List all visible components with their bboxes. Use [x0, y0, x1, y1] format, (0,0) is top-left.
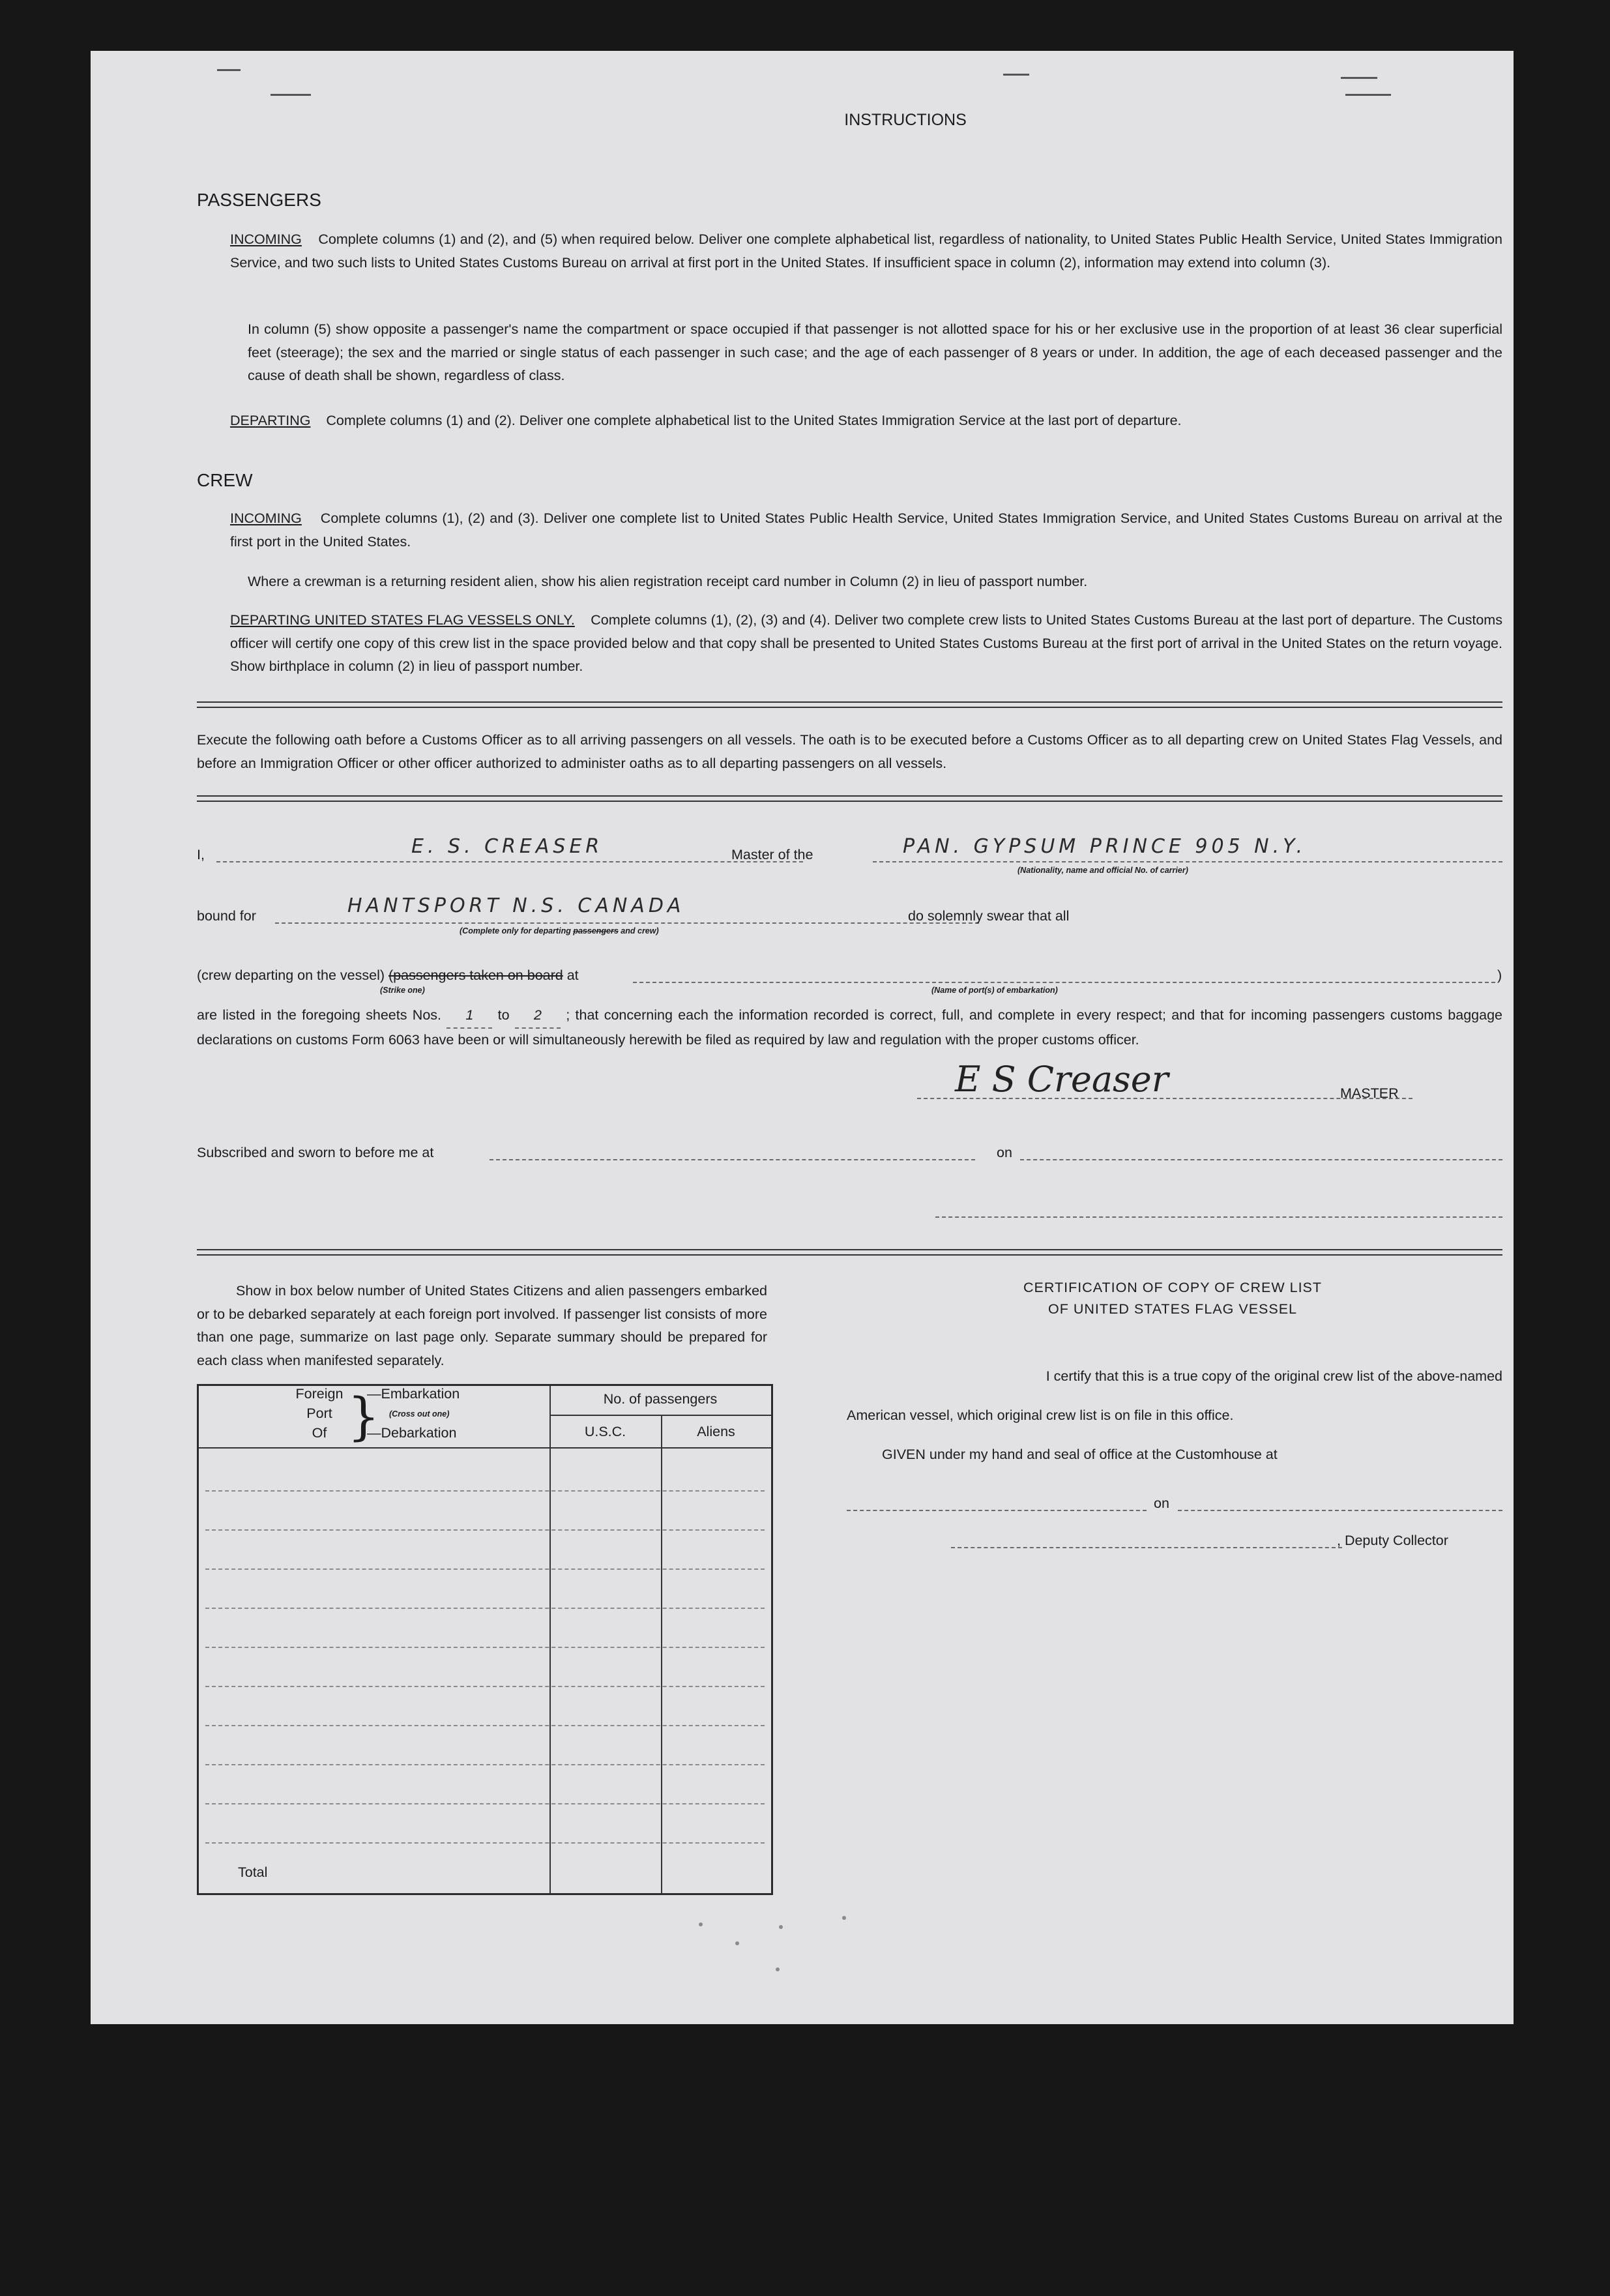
crew-departing-paragraph	[230, 609, 1502, 679]
passengers-departing-paragraph	[230, 409, 1502, 433]
crew-incoming-paragraph	[230, 507, 1502, 553]
passengers-struck-text: (passengers taken on board	[388, 967, 563, 983]
table-row[interactable]	[205, 1842, 765, 1844]
vessel-line	[873, 861, 1502, 862]
table-row[interactable]	[205, 1764, 765, 1765]
passengers-incoming-paragraph	[230, 228, 1502, 274]
divider	[197, 701, 1502, 708]
subscribed-place-line[interactable]	[490, 1159, 975, 1160]
passengers-departing-label: DEPARTING	[230, 413, 311, 428]
speck	[779, 1925, 783, 1929]
certification-line-1: I certify that this is a true copy of the original crew list of the above-named	[1046, 1368, 1502, 1384]
scan-mark	[1003, 74, 1029, 76]
port-line	[633, 982, 1495, 983]
sheet-from-field[interactable]: 1	[446, 1004, 492, 1029]
deputy-collector-label: , Deputy Collector	[1337, 1533, 1448, 1548]
embarkation-label: —Embarkation	[367, 1386, 460, 1402]
to-label: to	[497, 1007, 510, 1023]
crew-departing-text: Complete columns (1), (2), (3) and (4). Deliver two complete crew lists to United States Customs Bureau at the last port of departure. The Customs officer will certify one copy of this crew list in the space provided below and that copy shall be presented to United States Customs Bureau at the first port of arrival in the United States on the return voyage. Show birthplace in column (2) in lieu of passport number.	[230, 612, 1502, 674]
master-name-field[interactable]: E. S. CREASER	[411, 835, 604, 858]
passengers-departing-text: Complete columns (1) and (2). Deliver one complete alphabetical list to the United States Immigration Service at the last port of departure.	[326, 413, 1182, 428]
speck	[699, 1922, 703, 1926]
bound-note-b: and crew)	[621, 926, 659, 935]
scan-mark	[1345, 94, 1391, 96]
vessel-note: (Nationality, name and official No. of carrier)	[1017, 866, 1188, 875]
bound-for-field[interactable]: HANTSPORT N.S. CANADA	[347, 894, 685, 917]
certification-line-3: GIVEN under my hand and seal of office at the Customhouse at	[882, 1447, 1278, 1462]
deputy-signature-line[interactable]	[951, 1547, 1342, 1548]
crew-departing-option	[197, 964, 579, 987]
document-page	[91, 51, 1514, 2024]
bound-note-struck: passengers	[573, 926, 619, 935]
oath-intro: Execute the following oath before a Customs Officer as to all arriving passengers on all vessels. The oath is to be executed before a Customs Officer as to all departing crew on United States Flag Vessels, and before an Immigration Officer or other officer authorized to administer oaths as to all departing passengers on all vessels.	[197, 732, 1502, 771]
total-label: Total	[238, 1864, 268, 1880]
speck	[776, 1967, 780, 1971]
table-row[interactable]	[205, 1803, 765, 1804]
col-foreign: Foreign	[295, 1386, 344, 1402]
scan-mark	[1341, 77, 1377, 79]
divider	[197, 1249, 1502, 1256]
usc-header: U.S.C.	[584, 1424, 626, 1439]
listed-a: are listed in the foregoing sheets Nos.	[197, 1007, 441, 1023]
crew-departing-label: DEPARTING UNITED STATES FLAG VESSELS ONLY.	[230, 612, 575, 628]
scan-mark	[271, 94, 311, 96]
speck	[842, 1916, 846, 1920]
subscribed-label: Subscribed and sworn to before me at	[197, 1145, 434, 1160]
col-divider	[549, 1386, 551, 1893]
port-note: (Name of port(s) of embarkation)	[931, 986, 1058, 995]
no-passengers-header: No. of passengers	[603, 1391, 718, 1407]
summary-instructions: Show in box below number of United States Citizens and alien passengers embarked or to be debarked separately at each foreign port involved. If passenger list consists of more than one page, summarize on last page only. Separate summary should be prepared for each class when manifested separately.	[197, 1283, 767, 1368]
certification-on-label: on	[1154, 1495, 1169, 1511]
listed-b: ; that concerning each the information recorded is correct, full, and complete in every respect; and that for incoming passengers customs baggage declarations on customs Form 6063 have been or will simultaneously herewith be filed as required by law and regulation with the proper customs officer.	[197, 1007, 1502, 1048]
oath-i-label: I,	[197, 847, 205, 862]
col-port: Port	[306, 1406, 332, 1421]
page-title: INSTRUCTIONS	[844, 111, 967, 129]
speck	[735, 1941, 739, 1945]
cross-out-note: (Cross out one)	[389, 1409, 450, 1419]
certification-heading-2: OF UNITED STATES FLAG VESSEL	[1047, 1301, 1298, 1317]
certification-line-2: American vessel, which original crew list is on file in this office.	[847, 1407, 1234, 1423]
scan-mark	[217, 69, 241, 71]
table-row[interactable]	[205, 1647, 765, 1648]
table-row[interactable]	[205, 1529, 765, 1531]
bound-for-note	[460, 926, 659, 935]
officer-signature-line[interactable]	[935, 1216, 1502, 1218]
column5-paragraph: In column (5) show opposite a passenger's name the compartment or space occupied if that passenger is not allotted space for his or her exclusive use in the proportion of at least 36 clear superficial feet (steerage); the sex and the married or single status of each passenger in such case; and the age of each passenger of 8 years or under. In addition, the age of each deceased passenger and the cause of death shall be shown, regardless of class.	[248, 321, 1502, 383]
divider	[197, 795, 1502, 802]
listed-paragraph	[197, 1004, 1502, 1052]
master-of-label: Master of the	[731, 847, 813, 862]
at-label: at	[566, 967, 579, 983]
crew-incoming-text: Complete columns (1), (2) and (3). Deliver one complete list to United States Public Health Service, United States Immigration Service, and United States Customs Bureau on arrival at the first port in the United States.	[230, 510, 1502, 550]
subscribed-date-line[interactable]	[1020, 1159, 1502, 1160]
header-divider	[549, 1415, 771, 1416]
debarkation-label: —Debarkation	[367, 1425, 457, 1441]
passengers-incoming-text: Complete columns (1) and (2), and (5) when required below. Deliver one complete alphabetical list, regardless of nationality, to United States Public Health Service, United States Immigration Service, and two such lists to United States Customs Bureau on arrival at first port in the United States. If insufficient space in column (2), information may extend into column (3).	[230, 231, 1502, 271]
crew-departing-text: (crew departing on the vessel)	[197, 967, 385, 983]
passengers-heading: PASSENGERS	[197, 190, 321, 210]
passengers-incoming-label: INCOMING	[230, 231, 302, 247]
bound-for-label: bound for	[197, 908, 256, 924]
col-of: Of	[312, 1425, 327, 1441]
crew-resident-paragraph: Where a crewman is a returning resident alien, show his alien registration receipt card number in Column (2) in lieu of passport number.	[248, 574, 1088, 589]
passenger-summary-table	[197, 1384, 773, 1895]
header-bottom	[199, 1447, 771, 1449]
table-row[interactable]	[205, 1608, 765, 1609]
close-paren: )	[1497, 967, 1502, 983]
brace: }	[347, 1388, 380, 1447]
certification-date-line[interactable]	[1178, 1510, 1502, 1511]
master-label: MASTER	[1340, 1085, 1399, 1101]
sheet-to-field[interactable]: 2	[515, 1004, 561, 1029]
table-row[interactable]	[205, 1725, 765, 1726]
crew-incoming-label: INCOMING	[230, 510, 302, 526]
table-row[interactable]	[205, 1568, 765, 1570]
crew-heading: CREW	[197, 470, 253, 490]
table-row[interactable]	[205, 1490, 765, 1492]
master-signature[interactable]: E S Creaser	[955, 1059, 1169, 1100]
master-name-line	[216, 861, 803, 862]
table-row[interactable]	[205, 1686, 765, 1687]
vessel-field[interactable]: PAN. GYPSUM PRINCE 905 N.Y.	[903, 835, 1307, 858]
aliens-header: Aliens	[697, 1424, 735, 1439]
swear-text: do solemnly swear that all	[908, 908, 1070, 924]
strike-one-note: (Strike one)	[380, 986, 425, 995]
customhouse-place-line[interactable]	[847, 1510, 1147, 1511]
certification-heading-1: CERTIFICATION OF COPY OF CREW LIST	[1023, 1280, 1323, 1295]
col-divider	[661, 1416, 662, 1893]
bound-note-a: (Complete only for departing	[460, 926, 571, 935]
bound-for-line	[275, 922, 979, 924]
subscribed-on-label: on	[997, 1145, 1012, 1160]
